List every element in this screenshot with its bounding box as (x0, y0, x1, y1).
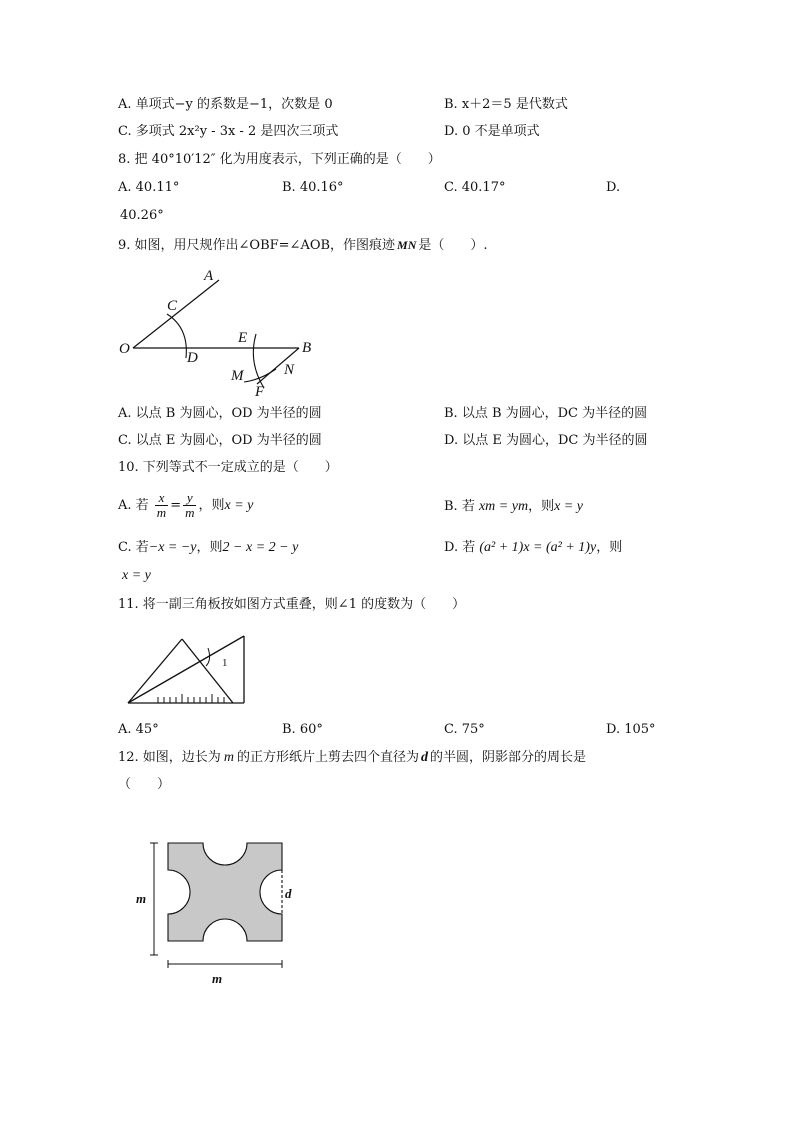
q10-b-pre: B. 若 (444, 499, 475, 514)
q7-option-b: B. x＋2＝5 是代数式 (444, 97, 568, 112)
q9-label-f: F (255, 384, 265, 400)
q8-option-b: B. 40.16° (282, 180, 344, 195)
q10-a-fraction-right (183, 491, 196, 520)
q9-option-d: D. 以点 E 为圆心，DC 为半径的圆 (444, 433, 648, 448)
q11-angle-label: 1 (222, 657, 228, 669)
q9-stem-post: 是（ ）. (418, 238, 488, 253)
q12-stem-mid: 的正方形纸片上剪去四个直径为 (236, 750, 419, 765)
q10-c-condition: −x = −y (148, 540, 197, 555)
q9-stem-pre: 9. 如图，用尺规作出∠OBF=∠AOB，作图痕迹 (118, 238, 396, 253)
q10-c-pre: C. 若 (118, 540, 149, 555)
q11-stem: 11. 将一副三角板按如图方式重叠，则∠1 的度数为（ ） (118, 597, 466, 612)
q9-label-e: E (238, 330, 248, 346)
q9-label-c: C (167, 298, 178, 314)
q12-label-d: d (285, 886, 292, 901)
q11-option-c: C. 75° (444, 722, 485, 737)
q7-option-d: D. 0 不是单项式 (444, 124, 540, 139)
q9-label-n: N (284, 362, 295, 378)
q10-a-pre: A. 若 (118, 498, 149, 513)
q9-label-m: M (231, 368, 244, 384)
q9-label-o: O (119, 341, 130, 357)
q9-option-a: A. 以点 B 为圆心，OD 为半径的圆 (118, 406, 322, 421)
q8-option-a: A. 40.11° (118, 180, 180, 195)
q9-label-b: B (302, 340, 312, 356)
q10-option-a (118, 489, 253, 523)
q8-option-d-value: 40.26° (120, 208, 164, 223)
q9-option-b: B. 以点 B 为圆心，DC 为半径的圆 (444, 406, 648, 421)
q10-c-post: ，则 (196, 540, 223, 555)
q10-a-den1: m (156, 505, 167, 520)
q10-option-b (444, 499, 583, 515)
q10-a-num2: y (183, 491, 196, 506)
q9-arc-label: MN (397, 238, 417, 252)
q7-option-c: C. 多项式 2x²y - 3x - 2 是四次三项式 (118, 124, 339, 139)
q12-figure (136, 843, 292, 986)
q8-stem: 8. 把 40°10′12″ 化为用度表示，下列正确的是（ ） (118, 152, 441, 167)
q11-figure (128, 636, 244, 703)
q10-a-equals: = (170, 498, 182, 513)
q10-option-d (444, 540, 622, 556)
q10-d-conclusion: x = y (122, 568, 151, 583)
q12-stem-pre: 12. 如图，边长为 (118, 750, 221, 765)
q12-stem (118, 750, 586, 766)
q10-d-pre: D. 若 (444, 540, 476, 555)
q8-option-c: C. 40.17° (444, 180, 506, 195)
q10-a-fraction-left (155, 491, 168, 520)
q8-option-d: D. (606, 180, 621, 195)
q9-option-c: C. 以点 E 为圆心，OD 为半径的圆 (118, 433, 322, 448)
q10-a-conclusion: x = y (224, 498, 254, 513)
q9-label-a: A (204, 268, 214, 284)
q12-stem-post: 的半圆，阴影部分的周长是 (429, 750, 586, 765)
q10-stem: 10. 下列等式不一定成立的是（ ） (118, 460, 338, 475)
q11-option-b: B. 60° (282, 722, 323, 737)
q10-a-post: ，则 (198, 498, 225, 513)
q12-paren: （ ） (118, 777, 171, 792)
q9-label-d: D (187, 350, 198, 366)
q10-b-condition: xm = ym (478, 499, 529, 514)
q10-a-den2: m (185, 505, 195, 520)
q10-d-condition: (a² + 1)x = (a² + 1)y (479, 540, 597, 555)
q10-b-conclusion: x = y (554, 499, 583, 514)
q11-option-d: D. 105° (606, 722, 656, 737)
q12-label-m-left: m (136, 891, 147, 906)
q12-var-d: d (420, 750, 428, 765)
q10-b-post: ，则 (528, 499, 555, 514)
q10-c-conclusion: 2 − x = 2 − y (222, 540, 299, 555)
q12-label-m-bottom: m (212, 971, 223, 986)
q10-a-num1: x (155, 491, 168, 506)
q10-option-c (118, 540, 298, 556)
q12-var-m: m (223, 750, 234, 765)
q7-option-a: A. 单项式−y 的系数是−1，次数是 0 (118, 97, 333, 112)
q11-option-a: A. 45° (118, 722, 159, 737)
q10-d-post: ，则 (596, 540, 623, 555)
